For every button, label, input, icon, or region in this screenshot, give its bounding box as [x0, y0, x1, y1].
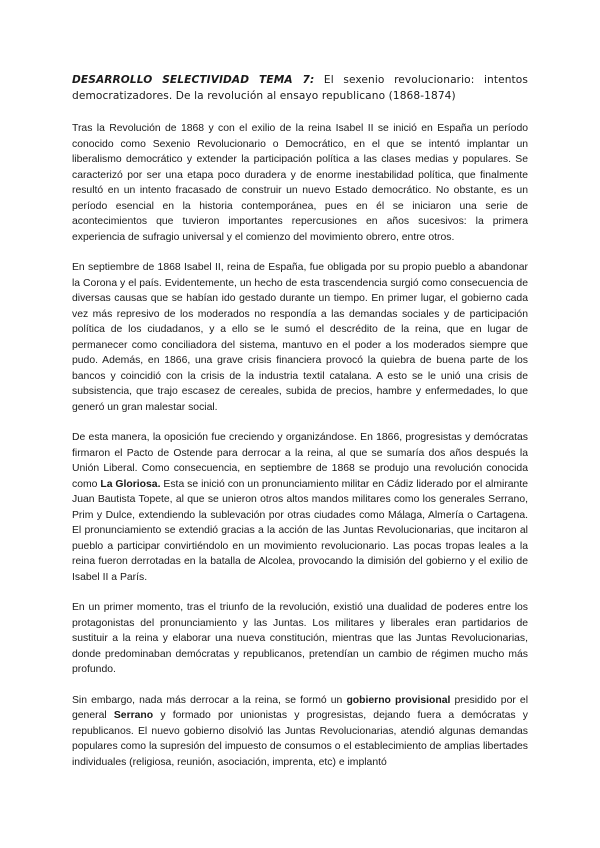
serrano-term: Serrano: [113, 710, 154, 721]
heading-label: DESARROLLO SELECTIVIDAD TEMA 7:: [72, 74, 315, 86]
paragraph-5-after: y formado por unionistas y progresistas, dejando fuera a demócratas y republicanos. El nuevo gobierno disolvió las Juntas Revolucionarias, atendió algunas demandas populares como la supresión del impuesto de consumos o el establecimiento de amplias libertades individuales (religiosa, reunión, asociación, imprenta, etc) e implantó: [72, 710, 528, 768]
paragraph-3-after: Esta se inició con un pronunciamiento militar en Cádiz liderado por el almirante Juan Bautista Topete, al que se unieron otros altos mandos militares como los generales Serrano, Prim y Dulce, extendiendo la sublevación por otras ciudades como Málaga, Almería o Cartagena. El pronunciamiento se extendió gracias a la acción de las Juntas Revolucionarias, que incitaron al pueblo a participar convirtiéndolo en un movimiento revolucionario. Las pocas tropas leales a la reina fueron derrotadas en la batalla de Alcolea, provocando la dimisión del gobierno y el exilio de Isabel II a París.: [72, 478, 529, 583]
la-gloriosa-term: La Gloriosa.: [100, 478, 161, 490]
paragraph-4: En un primer momento, tras el triunfo de la revolución, existió una dualidad de poderes entre los protagonistas del pronunciamiento y las Juntas. Los militares y liberales eran partidarios de sustituir a la reina y elaborar una nueva constitución, mientras que las Juntas Revolucionarias, donde predominaban demócratas y republicanos, pretendían un cambio de régimen mucho más profundo.: [72, 602, 528, 675]
document-heading: [72, 72, 528, 104]
paragraph-5-middle: presidido por el general: [72, 694, 529, 721]
document-body: [72, 72, 528, 785]
gobierno-provisional-term: gobierno provisional: [346, 694, 451, 706]
paragraph-3: [72, 430, 528, 585]
paragraph-5-before: Sin embargo, nada más derrocar a la reina, se formó un: [72, 694, 347, 706]
heading-title: El sexenio revolucionario: intentos democratizadores. De la revolución al ensayo republicano (1868-1874): [72, 74, 528, 102]
paragraph-1: Tras la Revolución de 1868 y con el exilio de la reina Isabel II se inició en España un período conocido como Sexenio Revolucionario o Democrático, en el que se intentó implantar un liberalismo democrático y extender la participación política a las clases medias y populares. Se caracterizó por ser una etapa poco duradera y de enorme inestabilidad política, que finalmente resultó en un intento fracasado de construir un nuevo Estado democrático. No obstante, es un período esencial en la historia contemporánea, pues en él se iniciaron una serie de acontecimientos que tuvieron importantes repercusiones en años sucesivos: la primera experiencia de sufragio universal y el comienzo del movimiento obrero, entre otros.: [72, 123, 528, 243]
paragraph-2: En septiembre de 1868 Isabel II, reina de España, fue obligada por su propio pueblo a abandonar la Corona y el país. Evidentemente, un hecho de esta trascendencia surgió como consecuencia de diversas causas que se habían ido gestado durante un tiempo. En primer lugar, el gobierno cada vez más represivo de los moderados no respondía a las demandas sociales y de participación política de los ciudadanos, y a ello se le sumó el descrédito de la reina, que en lugar de permanecer como conciliadora del sistema, mantuvo en el poder a los moderados siempre que pudo. Además, en 1866, una grave crisis financiera provocó la quiebra de buena parte de los bancos y coincidió con la crisis de la industria textil catalana. A esto se le unió una crisis de subsistencia, que trajo escasez de cereales, subida de precios, hambre y enfermedades, lo que generó un gran malestar social.: [72, 262, 528, 413]
paragraph-3-before: De esta manera, la oposición fue creciendo y organizándose. En 1866, progresistas y demócratas firmaron el Pacto de Ostende para derrocar a la reina, al que se sumaría dos años después la Unión Liberal. Como consecuencia, en septiembre de 1868 se produjo una revolución conocida como: [72, 432, 528, 490]
paragraph-5: [72, 693, 528, 771]
